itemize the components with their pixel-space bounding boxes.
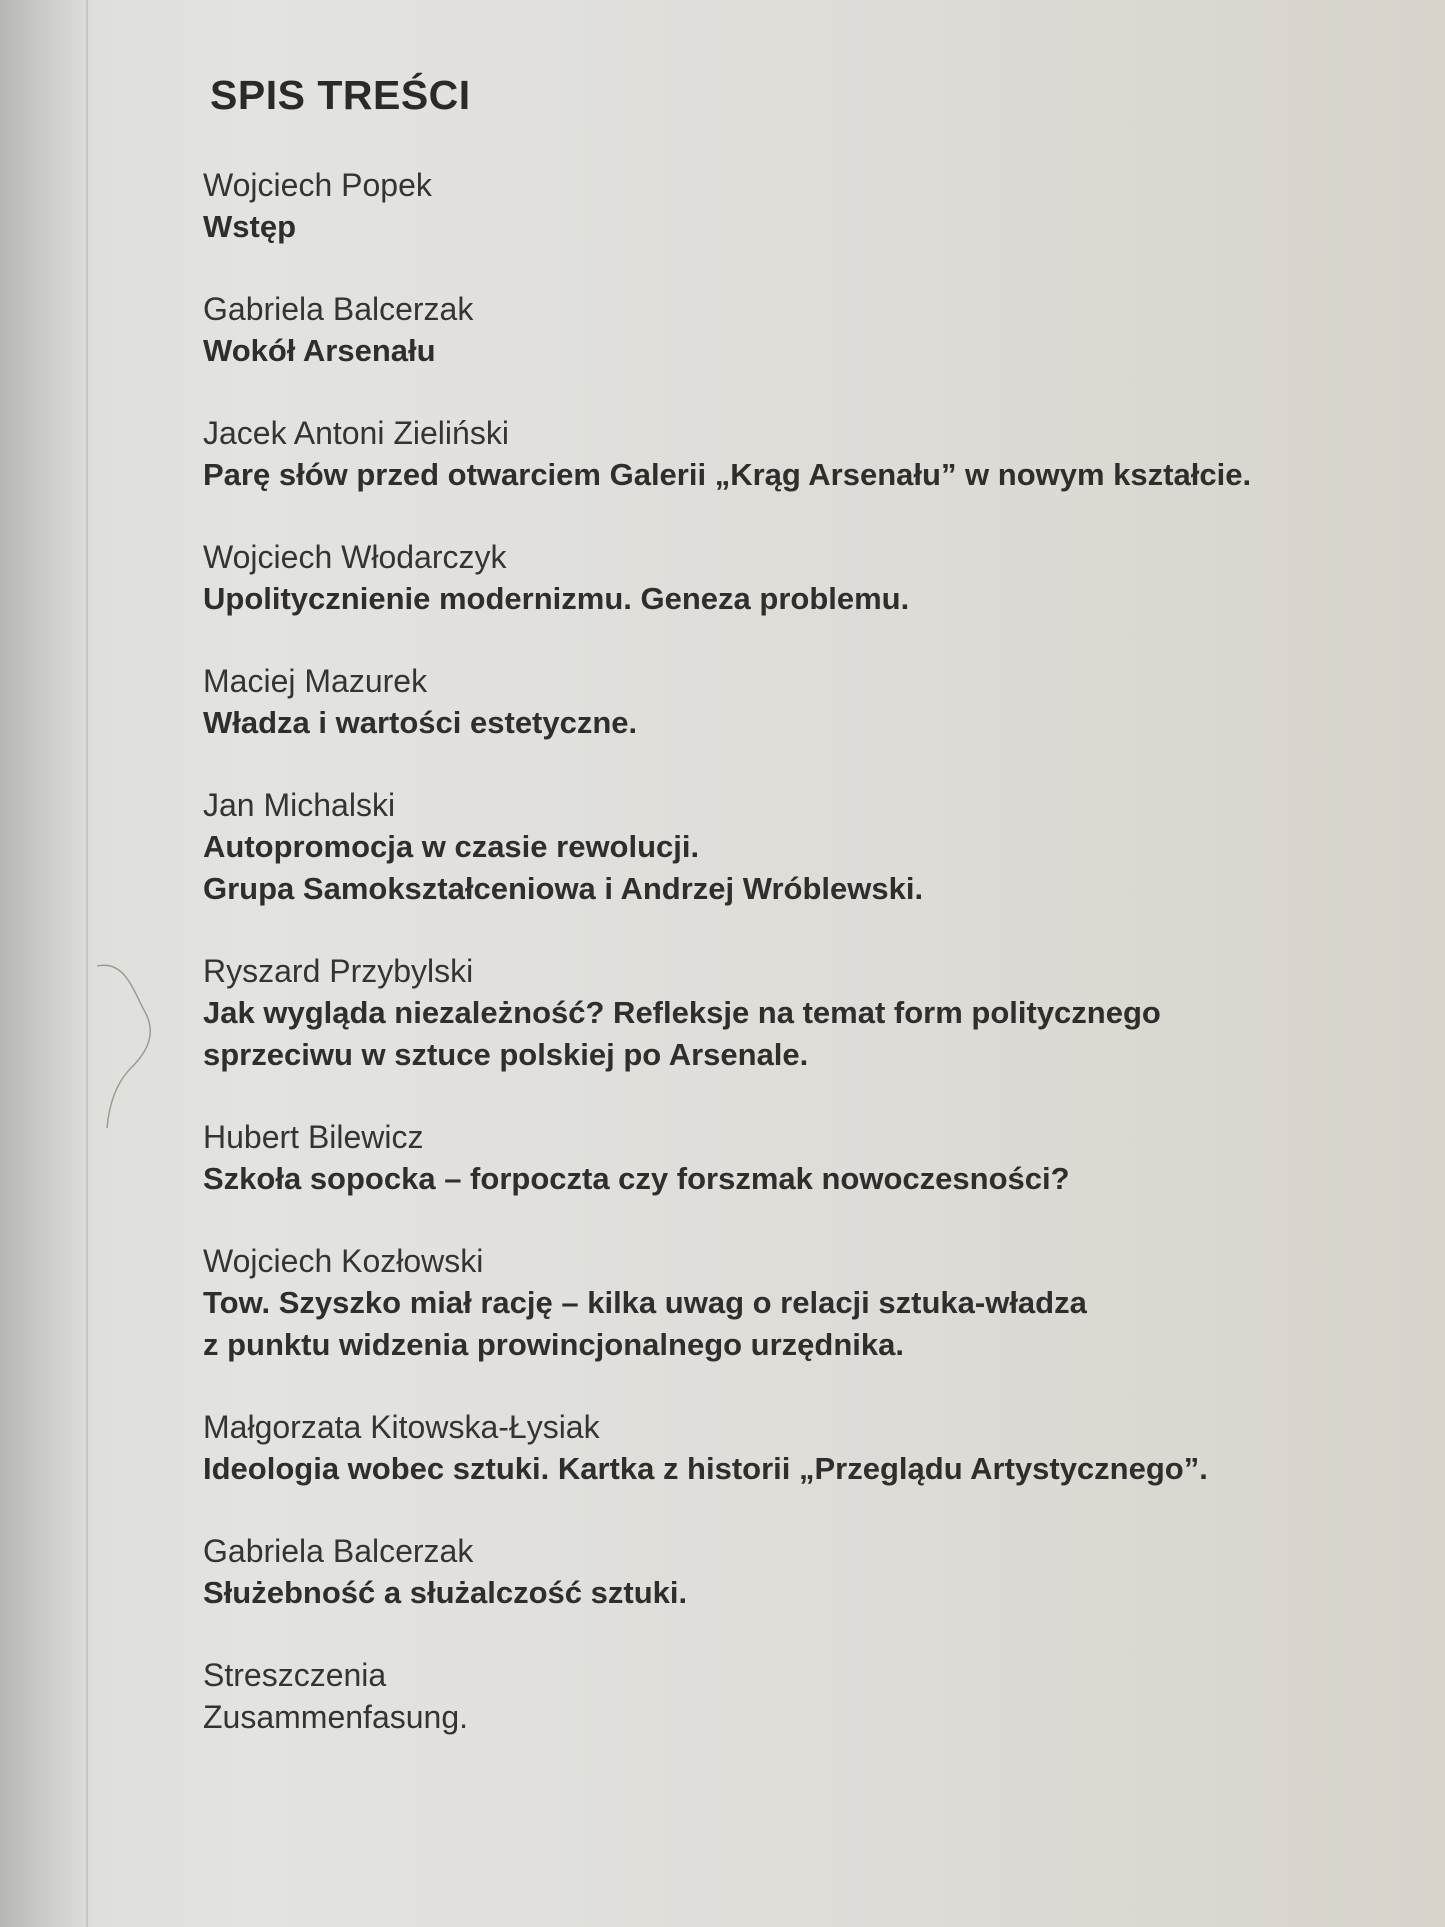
page-edge <box>86 0 88 1927</box>
entry-author: Wojciech Włodarczyk <box>203 539 507 575</box>
toc-entry <box>203 660 1403 744</box>
entry-author: Wojciech Popek <box>203 167 432 203</box>
toc-entry <box>203 950 1403 1076</box>
entry-title: Tow. Szyszko miał rację – kilka uwag o relacji sztuka-władza <box>203 1285 1087 1320</box>
page-shadow <box>0 0 92 1927</box>
entry-title: Służebność a służalczość sztuki. <box>203 1575 688 1610</box>
toc-entry <box>203 536 1403 620</box>
entry-title: Szkoła sopocka – forpoczta czy forszmak nowoczesności? <box>203 1161 1070 1196</box>
entry-title: sprzeciwu w sztuce polskiej po Arsenale. <box>203 1037 809 1072</box>
entry-author: Gabriela Balcerzak <box>203 1533 474 1569</box>
toc-entry <box>203 1116 1403 1200</box>
entry-author: Jan Michalski <box>203 787 396 823</box>
toc-entry <box>203 784 1403 910</box>
toc-entry <box>203 1240 1403 1366</box>
entry-title: Grupa Samokształceniowa i Andrzej Wróblewski. <box>203 871 924 906</box>
toc-entry <box>203 412 1403 496</box>
entry-author: Małgorzata Kitowska-Łysiak <box>203 1409 600 1445</box>
entry-author: Gabriela Balcerzak <box>203 291 474 327</box>
closing-line: Zusammenfasung. <box>203 1699 469 1735</box>
entry-title: Autopromocja w czasie rewolucji. <box>203 829 700 864</box>
page-title: SPIS TREŚCI <box>210 72 471 118</box>
toc-entry <box>203 164 1403 248</box>
entry-author: Hubert Bilewicz <box>203 1119 424 1155</box>
entry-title: Wstęp <box>203 209 296 244</box>
entry-author: Wojciech Kozłowski <box>203 1243 484 1279</box>
entry-title: Jak wygląda niezależność? Refleksje na temat form politycznego <box>203 995 1161 1030</box>
entry-title: Wokół Arsenału <box>203 333 436 368</box>
entry-title: Ideologia wobec sztuki. Kartka z historii „Przeglądu Artystycznego”. <box>203 1451 1208 1486</box>
entry-title: Upolitycznienie modernizmu. Geneza problemu. <box>203 581 910 616</box>
closing-line: Streszczenia <box>203 1657 387 1693</box>
hair-strand <box>95 960 165 1130</box>
table-of-contents <box>203 70 1403 1778</box>
toc-entry <box>203 288 1403 372</box>
toc-entry <box>203 1530 1403 1614</box>
entry-title: z punktu widzenia prowincjonalnego urzędnika. <box>203 1327 904 1362</box>
entry-author: Jacek Antoni Zieliński <box>203 415 509 451</box>
toc-entry <box>203 1406 1403 1490</box>
toc-closing <box>203 1654 1403 1738</box>
entry-title: Parę słów przed otwarciem Galerii „Krąg Arsenału” w nowym kształcie. <box>203 457 1252 492</box>
entry-title: Władza i wartości estetyczne. <box>203 705 638 740</box>
entry-author: Ryszard Przybylski <box>203 953 474 989</box>
entry-author: Maciej Mazurek <box>203 663 428 699</box>
